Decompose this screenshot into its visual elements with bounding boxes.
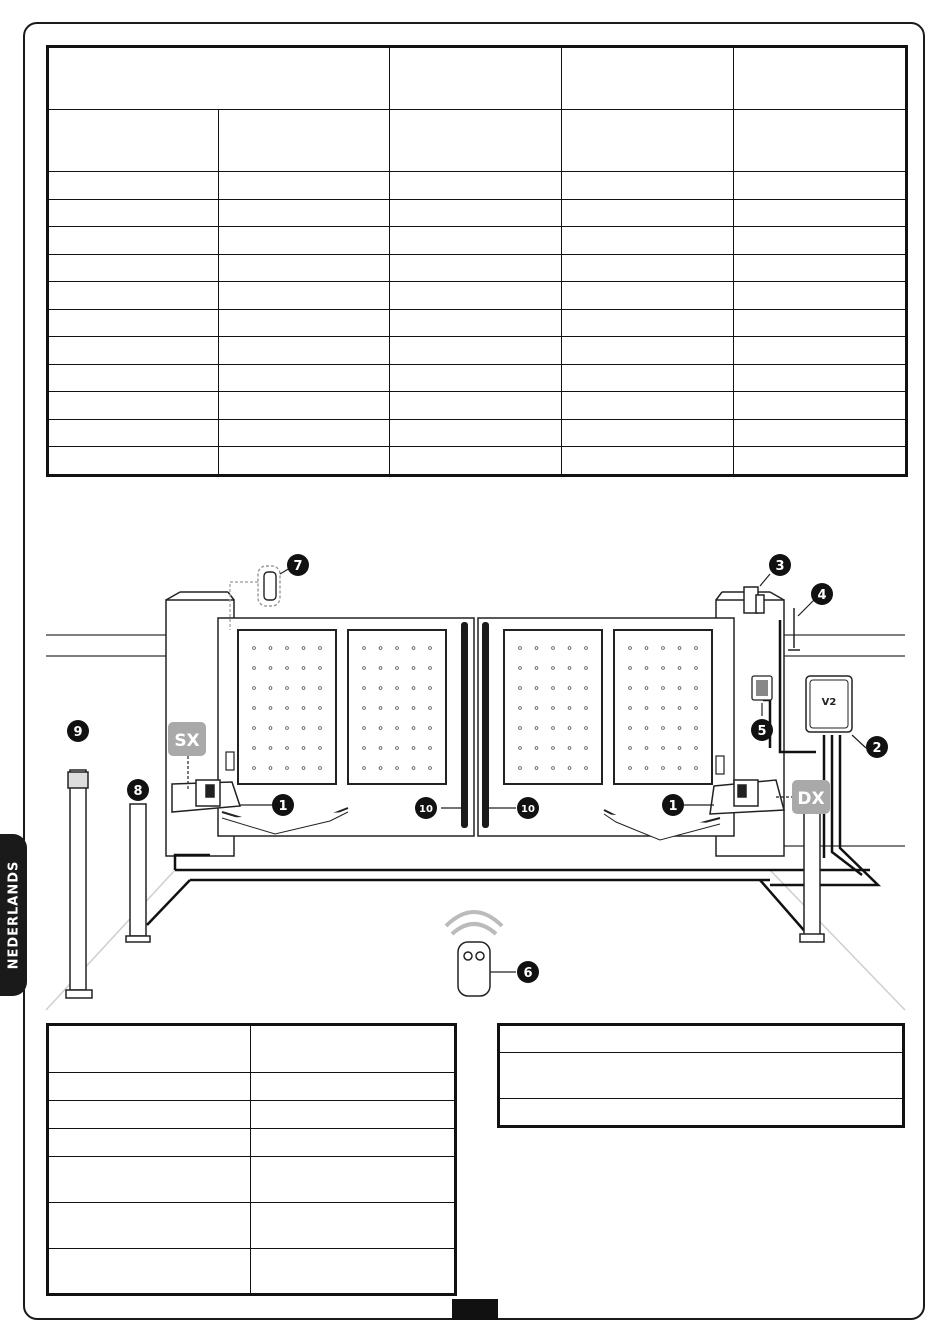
- callout-8: [127, 779, 149, 801]
- table-row: [48, 227, 907, 255]
- parts-table: [46, 1023, 457, 1296]
- spec-header-row-2: [48, 110, 907, 172]
- table-row: [48, 282, 907, 310]
- table-row: [48, 172, 907, 200]
- language-label: NEDERLANDS: [6, 860, 21, 970]
- callout-10-right: [517, 797, 539, 819]
- svg-text:7: 7: [293, 559, 303, 574]
- language-tab: [0, 834, 27, 996]
- table-row: [48, 1157, 456, 1203]
- table-row: [48, 1249, 456, 1295]
- svg-text:4: 4: [817, 588, 827, 603]
- table-row: [48, 392, 907, 420]
- table-row: [48, 1101, 456, 1129]
- svg-text:SX: SX: [174, 731, 200, 751]
- table-row: [48, 199, 907, 227]
- table-row: [48, 1073, 456, 1101]
- svg-text:6: 6: [523, 966, 533, 981]
- safety-edges: [461, 622, 489, 828]
- antenna: [788, 608, 800, 650]
- callout-1-left: [272, 794, 294, 816]
- brand-logo: V2: [821, 697, 837, 708]
- callout-9: [67, 720, 89, 742]
- table-row: [48, 337, 907, 365]
- callout-7: [287, 554, 309, 576]
- table-row: [48, 1203, 456, 1249]
- svg-text:8: 8: [133, 784, 143, 799]
- table-row: [48, 1025, 456, 1073]
- svg-text:10: 10: [521, 804, 535, 815]
- callout-6: [517, 961, 539, 983]
- table-row: [499, 1053, 904, 1099]
- callout-2: [866, 736, 888, 758]
- svg-text:10: 10: [419, 804, 433, 815]
- remote-control: [446, 912, 502, 996]
- flashing-light: [744, 587, 764, 613]
- spec-header-cell: [48, 47, 390, 110]
- spec-header-cell: [562, 47, 734, 110]
- callout-10-left: [415, 797, 437, 819]
- callout-5: [751, 719, 773, 741]
- spec-table: [46, 45, 908, 477]
- callout-3: [769, 554, 791, 576]
- spec-header-cell: [390, 47, 562, 110]
- table-row: [48, 364, 907, 392]
- table-row: [499, 1025, 904, 1053]
- dx-tag: [792, 780, 830, 814]
- side-table: [497, 1023, 905, 1128]
- table-row: [48, 447, 907, 476]
- spec-header-cell: [734, 47, 907, 110]
- table-row: [48, 254, 907, 282]
- callout-4: [811, 583, 833, 605]
- spec-header-cell: [390, 110, 562, 172]
- table-row: [48, 1129, 456, 1157]
- svg-text:1: 1: [278, 799, 288, 814]
- svg-text:9: 9: [73, 725, 83, 740]
- sx-tag: [168, 722, 206, 756]
- page-number-box: [452, 1299, 498, 1320]
- table-row: [48, 309, 907, 337]
- svg-text:3: 3: [775, 559, 785, 574]
- table-row: [48, 419, 907, 447]
- spec-header-cell: [734, 110, 907, 172]
- spec-header-row-1: [48, 47, 907, 110]
- spec-header-cell: [219, 110, 390, 172]
- svg-text:2: 2: [872, 741, 882, 756]
- svg-text:5: 5: [757, 724, 767, 739]
- callout-1-right: [662, 794, 684, 816]
- post-8: [126, 804, 150, 942]
- spec-header-cell: [48, 110, 219, 172]
- spec-header-cell: [562, 110, 734, 172]
- keypad: [752, 676, 772, 700]
- post-right: [800, 806, 824, 942]
- installation-diagram: [0, 540, 950, 1020]
- svg-text:1: 1: [668, 799, 678, 814]
- table-row: [499, 1099, 904, 1127]
- svg-text:DX: DX: [797, 789, 825, 809]
